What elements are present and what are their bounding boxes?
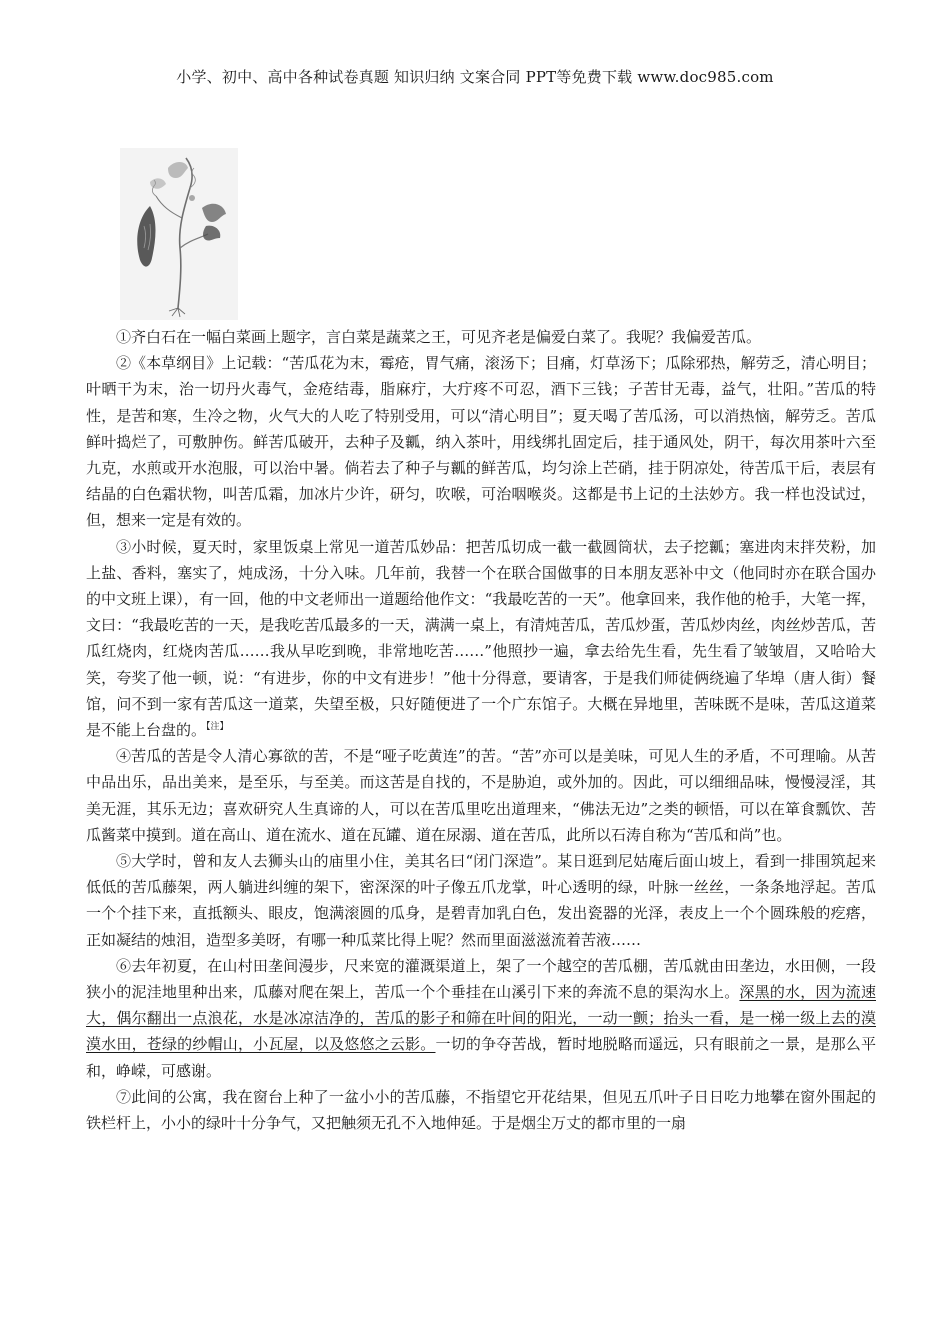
- paragraph-6-text-before: ⑥去年初夏，在山村田垄间漫步，尺来宽的灌溉渠道上，架了一个越空的苦瓜棚，苦瓜就由田垄边，水田侧，一段狭小的泥洼地里种出来，瓜藤对爬在架上，苦瓜一个个垂挂在山溪引下来的奔流不息的渠沟水上。: [86, 956, 876, 1002]
- bitter-melon-illustration: [120, 148, 238, 320]
- paragraph-2: ②《本草纲目》上记载：“苦瓜花为末，霉疮，胃气痛，滚汤下；目痛，灯草汤下；瓜除邪热，解劳乏，清心明目；叶晒干为末，治一切丹火毒气，金疮结毒，脂麻疔，大疔疼不可忍，酒下三钱；子苦甘无毒，益气，壮阳。”苦瓜的特性，是苦和寒，生冷之物，火气大的人吃了特别受用，可以“清心明目”；夏天喝了苦瓜汤，可以消热恼，解劳乏。苦瓜鲜叶捣烂了，可敷肿伤。鲜苦瓜破开，去种子及瓤，纳入茶叶，用线绑扎固定后，挂于通风处，阴干，每次用茶叶六至九克，水煎或开水泡服，可以治中暑。倘若去了种子与瓤的鲜苦瓜，均匀涂上芒硝，挂于阴凉处，待苦瓜干后，表层有结晶的白色霜状物，叫苦瓜霜，加冰片少许，研匀，吹喉，可治咽喉炎。这都是书上记的土法妙方。我一样也没试过，但，想来一定是有效的。: [86, 354, 876, 530]
- paragraph-5: ⑤大学时，曾和友人去狮头山的庙里小住，美其名曰“闭门深造”。某日逛到尼姑庵后面山坡上，看到一排围筑起来低低的苦瓜藤架，两人躺进纠缠的架下，密深深的叶子像五爪龙掌，叶心透明的绿，叶脉一丝丝，一条条地浮起。苦瓜一个个挂下来，直抵额头、眼皮，饱满滚圆的瓜身，是碧青加乳白色，发出瓷器的光泽，表皮上一个个圆珠般的疙瘩，正如凝结的烛泪，造型多美呀，有哪一种瓜菜比得上呢？然而里面滋滋流着苦液……: [86, 852, 876, 949]
- paragraph-7: ⑦此间的公寓，我在窗台上种了一盆小小的苦瓜藤，不指望它开花结果，但见五爪叶子日日吃力地攀在窗外围起的铁栏杆上，小小的绿叶十分争气，又把触须无孔不入地伸延。于是烟尘万丈的都市里的一扇: [86, 1087, 876, 1133]
- paragraph-3: [86, 534, 876, 744]
- page-header: 小学、初中、高中各种试卷真题 知识归纳 文案合同 PPT等免费下载 www.doc985.com: [176, 68, 774, 86]
- bitter-melon-ink-painting-icon: [120, 148, 238, 320]
- footnote-marker: 【注】: [206, 722, 229, 733]
- paragraph-4: ④苦瓜的苦是令人清心寡欲的苦，不是“哑子吃黄连”的苦。“苦”亦可以是美味，可见人生的矛盾，不可理喻。从苦中品出乐，品出美来，是至乐，与至美。而这苦是自找的，不是胁迫，或外加的。因此，可以细细品味，慢慢浸淫，其美无涯，其乐无边；喜欢研究人生真谛的人，可以在苦瓜里吃出道理来，“佛法无边”之类的顿悟，可以在箪食瓢饮、苦瓜酱菜中摸到。道在高山、道在流水、道在瓦罐、道在尿溺、道在苦瓜，此所以石涛自称为“苦瓜和尚”也。: [86, 747, 876, 844]
- paragraph-6-text-after: 一切的争夺苦战，暂时地脱略而遥远，只有眼前之一景，是那么平和，峥嵘，可感谢。: [86, 1035, 876, 1080]
- paragraph-3-text: ③小时候，夏天时，家里饭桌上常见一道苦瓜妙品：把苦瓜切成一截一截圆筒状，去子挖瓤；塞进肉末拌芡粉，加上盐、香料，塞实了，炖成汤，十分入味。几年前，我替一个在联合国做事的日本朋友恶补中文（他同时亦在联合国办的中文班上课），有一回，他的中文老师出一道题给他作文：“我最吃苦的一天”。他拿回来，我作他的枪手，大笔一挥，文曰：“我最吃苦的一天，是我吃苦瓜最多的一天，满满一桌上，有清炖苦瓜，苦瓜炒蛋，苦瓜炒肉丝，肉丝炒苦瓜，苦瓜红烧肉，红烧肉苦瓜……我从早吃到晚，非常地吃苦……”他照抄一遍，拿去给先生看，先生看了皱皱眉，又哈哈大笑，夸奖了他一顿，说：“有进步，你的中文有进步！”他十分得意，要请客，于是我们师徒俩绕遍了华埠（唐人街）餐馆，问不到一家有苦瓜这一道菜，失望至极，只好随便进了一个广东馆子。大概在异地里，苦味既不是味，苦瓜这道菜是不能上台盘的。: [86, 537, 876, 740]
- article-body: [86, 324, 876, 1136]
- paragraph-6-underlined-text: 深黑的水，因为流速大，偶尔翻出一点浪花，水是冰凉洁净的，苦瓜的影子和筛在叶间的阳光，一动一颤；抬头一看，是一梯一级上去的漠漠水田，苍绿的纱帽山，小瓦屋，以及悠悠之云影。: [86, 983, 876, 1054]
- paragraph-6: [86, 953, 876, 1084]
- paragraph-1: ①齐白石在一幅白菜画上题字，言白菜是蔬菜之王，可见齐老是偏爱白菜了。我呢？我偏爱苦瓜。: [116, 328, 762, 346]
